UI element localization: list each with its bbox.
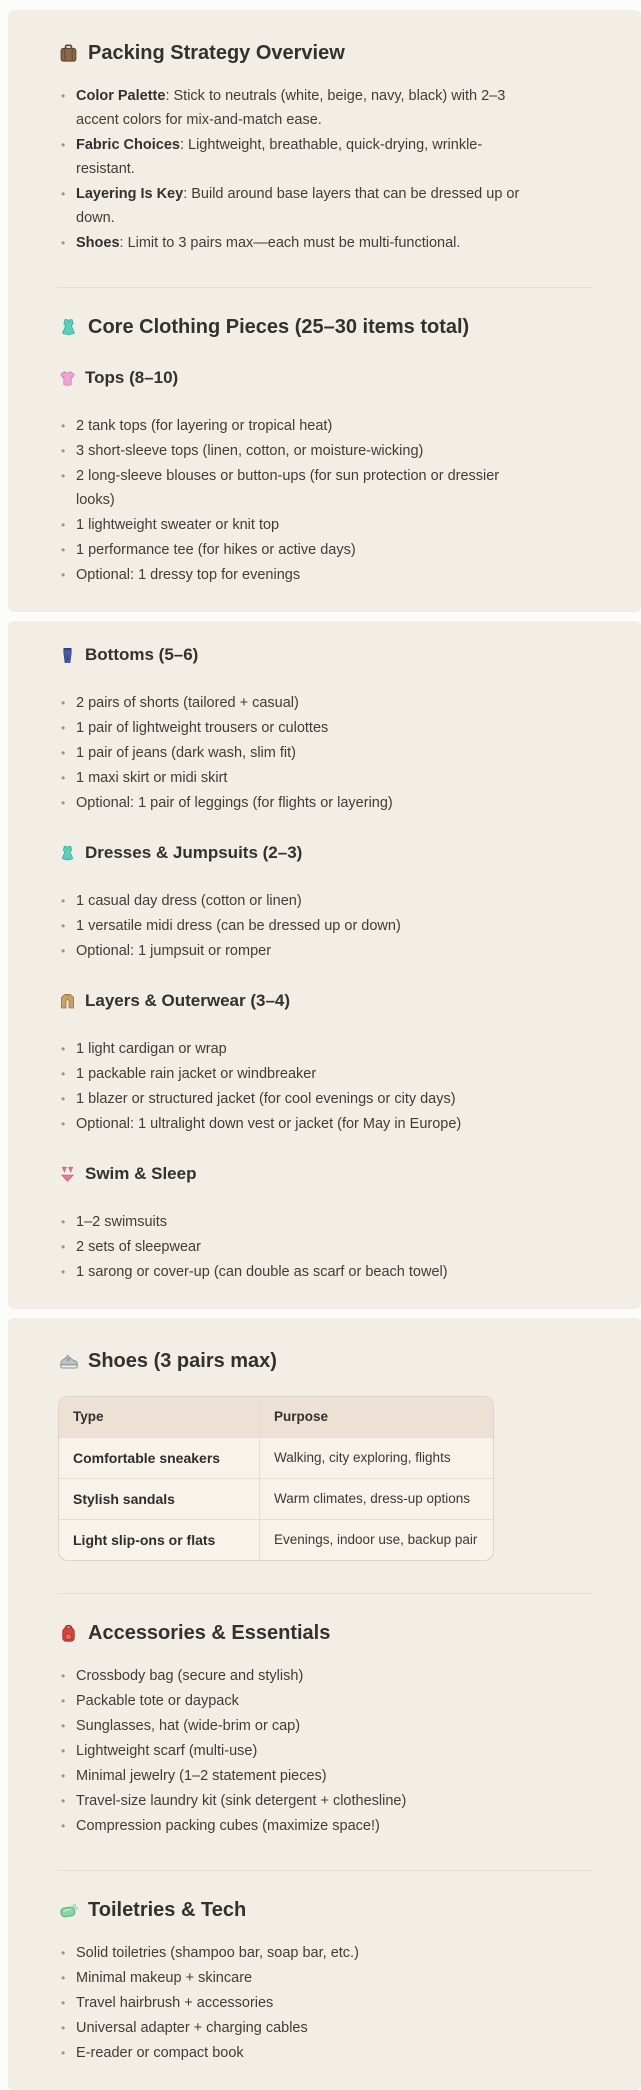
- section-heading-swim: [58, 1162, 593, 1186]
- list-item: [58, 766, 533, 790]
- item-text: 1 blazer or structured jacket (for cool evenings or city days): [76, 1091, 456, 1107]
- item-text: Travel-size laundry kit (sink detergent + clothesline): [76, 1793, 407, 1809]
- section-title: Tops (8–10): [85, 368, 179, 387]
- shoes-table: [58, 1396, 494, 1561]
- section-title: Toiletries & Tech: [88, 1899, 247, 1921]
- item-text: 2 sets of sleepwear: [76, 1239, 201, 1255]
- item-text: : Lightweight, breathable, quick-drying, wrinkle-resistant.: [76, 137, 483, 177]
- section-heading-bottoms: [58, 643, 593, 667]
- list-item: [58, 1941, 533, 1965]
- section-heading-core: [58, 314, 593, 340]
- list-item: [58, 1689, 533, 1713]
- bikini-icon: [58, 1165, 77, 1184]
- section-heading-layers: [58, 989, 593, 1013]
- item-text: Sunglasses, hat (wide-brim or cap): [76, 1718, 301, 1734]
- list-item: [58, 439, 533, 463]
- overview-list: [58, 84, 533, 255]
- list-item: [58, 513, 533, 537]
- bottoms-list: [58, 691, 533, 815]
- section-divider: [58, 287, 593, 288]
- item-label: Shoes: [76, 235, 120, 251]
- section-heading-toiletries: [58, 1897, 593, 1923]
- dress-icon: [58, 317, 79, 338]
- list-item: [58, 1714, 533, 1738]
- table-cell-purpose: Warm climates, dress-up options: [260, 1478, 493, 1519]
- dresses-list: [58, 889, 533, 963]
- list-item: [58, 1764, 533, 1788]
- item-text: 1 performance tee (for hikes or active days): [76, 542, 356, 558]
- list-item: [58, 791, 533, 815]
- section-title: Shoes (3 pairs max): [88, 1350, 277, 1372]
- section-heading-accessories: [58, 1620, 593, 1646]
- table-row: [59, 1437, 493, 1478]
- item-label: Color Palette: [76, 88, 166, 104]
- item-text: Optional: 1 pair of leggings (for flights or layering): [76, 795, 393, 811]
- list-item: [58, 1966, 533, 1990]
- item-text: : Limit to 3 pairs max—each must be multi-functional.: [119, 235, 461, 251]
- section-heading-overview: [58, 40, 593, 66]
- list-item: [58, 1087, 533, 1111]
- list-item: [58, 133, 533, 181]
- jeans-icon: [58, 646, 77, 665]
- list-item: [58, 2041, 533, 2065]
- table-cell-purpose: Evenings, indoor use, backup pair: [260, 1519, 493, 1560]
- item-text: : Stick to neutrals (white, beige, navy, black) with 2–3 accent colors for mix-and-match ease.: [76, 88, 506, 128]
- list-item: [58, 1260, 533, 1284]
- list-item: [58, 1664, 533, 1688]
- list-item: [58, 563, 533, 587]
- list-item: [58, 741, 533, 765]
- coat-icon: [58, 992, 77, 1011]
- content-card-2: [8, 621, 641, 1309]
- section-title: Swim & Sleep: [85, 1164, 197, 1183]
- item-text: Optional: 1 ultralight down vest or jacket (for May in Europe): [76, 1116, 462, 1132]
- list-item: [58, 1037, 533, 1061]
- item-text: Solid toiletries (shampoo bar, soap bar, etc.): [76, 1945, 359, 1961]
- content-card-3: [8, 1318, 641, 2090]
- table-cell-type: Stylish sandals: [59, 1478, 260, 1519]
- item-text: 2 long-sleeve blouses or button-ups (for sun protection or dressier looks): [76, 468, 500, 508]
- item-text: 1 pair of jeans (dark wash, slim fit): [76, 745, 296, 761]
- toiletries-list: [58, 1941, 533, 2065]
- table-row: [59, 1519, 493, 1560]
- section-heading-dresses: [58, 841, 593, 865]
- item-text: : Build around base layers that can be dressed up or down.: [76, 186, 520, 226]
- list-item: [58, 1112, 533, 1136]
- list-item: [58, 182, 533, 230]
- content-card-1: [8, 10, 641, 612]
- item-text: 1 packable rain jacket or windbreaker: [76, 1066, 317, 1082]
- item-text: Travel hairbrush + accessories: [76, 1995, 274, 2011]
- list-item: [58, 538, 533, 562]
- luggage-icon: [58, 43, 79, 64]
- item-text: Packable tote or daypack: [76, 1693, 239, 1709]
- section-heading-shoes: [58, 1348, 593, 1374]
- backpack-icon: [58, 1623, 79, 1644]
- item-text: 2 pairs of shorts (tailored + casual): [76, 695, 299, 711]
- table-cell-type: Light slip-ons or flats: [59, 1519, 260, 1560]
- item-text: 1 casual day dress (cotton or linen): [76, 893, 302, 909]
- item-text: 1 light cardigan or wrap: [76, 1041, 227, 1057]
- item-text: 1 lightweight sweater or knit top: [76, 517, 280, 533]
- item-text: E-reader or compact book: [76, 2045, 244, 2061]
- list-item: [58, 84, 533, 132]
- list-item: [58, 1991, 533, 2015]
- list-item: [58, 2016, 533, 2040]
- table-header-purpose: Purpose: [260, 1397, 493, 1437]
- item-text: Crossbody bag (secure and stylish): [76, 1668, 304, 1684]
- item-text: 1 sarong or cover-up (can double as scarf or beach towel): [76, 1264, 448, 1280]
- section-divider: [58, 1593, 593, 1594]
- list-item: [58, 414, 533, 438]
- section-title: Accessories & Essentials: [88, 1622, 331, 1644]
- section-title: Dresses & Jumpsuits (2–3): [85, 843, 303, 862]
- table-row: [59, 1478, 493, 1519]
- item-text: Optional: 1 jumpsuit or romper: [76, 943, 272, 959]
- list-item: [58, 1210, 533, 1234]
- item-text: Compression packing cubes (maximize space!): [76, 1818, 380, 1834]
- item-text: Minimal makeup + skincare: [76, 1970, 253, 1986]
- list-item: [58, 939, 533, 963]
- item-text: 1 versatile midi dress (can be dressed up or down): [76, 918, 401, 934]
- soap-icon: [58, 1900, 79, 1921]
- table-cell-purpose: Walking, city exploring, flights: [260, 1437, 493, 1478]
- item-text: 1 pair of lightweight trousers or culottes: [76, 720, 329, 736]
- table-cell-type: Comfortable sneakers: [59, 1437, 260, 1478]
- item-text: Optional: 1 dressy top for evenings: [76, 567, 301, 583]
- item-text: Minimal jewelry (1–2 statement pieces): [76, 1768, 327, 1784]
- list-item: [58, 914, 533, 938]
- list-item: [58, 231, 533, 255]
- section-title: Layers & Outerwear (3–4): [85, 991, 291, 1010]
- item-text: 3 short-sleeve tops (linen, cotton, or moisture-wicking): [76, 443, 424, 459]
- item-text: 1 maxi skirt or midi skirt: [76, 770, 228, 786]
- womans-clothes-icon: [58, 369, 77, 388]
- accessories-list: [58, 1664, 533, 1838]
- list-item: [58, 1235, 533, 1259]
- section-title: Packing Strategy Overview: [88, 42, 345, 64]
- section-divider: [58, 1870, 593, 1871]
- table-header-type: Type: [59, 1397, 260, 1437]
- dress-icon: [58, 844, 77, 863]
- running-shoe-icon: [58, 1351, 79, 1372]
- list-item: [58, 889, 533, 913]
- section-heading-tops: [58, 366, 593, 390]
- list-item: [58, 464, 533, 512]
- item-text: 1–2 swimsuits: [76, 1214, 168, 1230]
- list-item: [58, 1789, 533, 1813]
- section-title: Bottoms (5–6): [85, 645, 199, 664]
- item-text: Lightweight scarf (multi-use): [76, 1743, 258, 1759]
- list-item: [58, 1062, 533, 1086]
- item-text: Universal adapter + charging cables: [76, 2020, 308, 2036]
- tops-list: [58, 414, 533, 587]
- item-label: Layering Is Key: [76, 186, 184, 202]
- table-header-row: [59, 1397, 493, 1437]
- item-text: 2 tank tops (for layering or tropical heat): [76, 418, 333, 434]
- list-item: [58, 716, 533, 740]
- list-item: [58, 691, 533, 715]
- list-item: [58, 1739, 533, 1763]
- section-title: Core Clothing Pieces (25–30 items total): [88, 316, 470, 338]
- list-item: [58, 1814, 533, 1838]
- layers-list: [58, 1037, 533, 1136]
- item-label: Fabric Choices: [76, 137, 180, 153]
- swim-list: [58, 1210, 533, 1284]
